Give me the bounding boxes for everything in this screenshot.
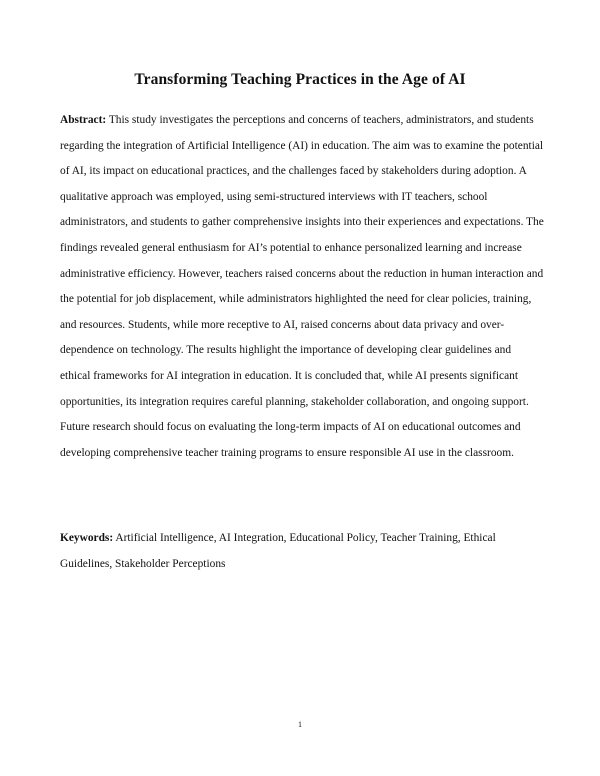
abstract-label: Abstract: — [60, 114, 107, 126]
paper-title: Transforming Teaching Practices in the Age of AI — [134, 71, 466, 88]
page-number: 1 — [298, 720, 302, 729]
abstract-text: This study investigates the perceptions and concerns of teachers, administrators, and students regarding the integration of Artificial Intelligence (AI) in education. The aim was to examine the potential of AI, its impact on educational practices, and the challenges faced by stakeholders during adoption. A qualitative approach was employed, using semi-structured interviews with IT teachers, school administrators, and students to gather comprehensive insights into their experiences and expectations. The findings revealed general enthusiasm for AI’s potential to enhance personalized learning and increase administrative efficiency. However, teachers raised concerns about the reduction in human interaction and the potential for job displacement, while administrators highlighted the need for clear policies, training, and resources. Students, while more receptive to AI, raised concerns about data privacy and over-dependence on technology. The results highlight the importance of developing clear guidelines and ethical frameworks for AI integration in education. It is concluded that, while AI presents significant opportunities, its integration requires careful planning, stakeholder collaboration, and ongoing support. Future research should focus on evaluating the long-term impacts of AI on educational outcomes and developing comprehensive teacher training programs to ensure responsible AI use in the classroom. — [60, 114, 544, 459]
keywords-label: Keywords: — [60, 532, 114, 544]
keywords-text: Artificial Intelligence, AI Integration, Educational Policy, Teacher Training, Ethical Guidelines, Stakeholder Perceptions — [60, 532, 496, 570]
keywords-paragraph — [60, 526, 544, 577]
abstract-paragraph — [60, 108, 544, 466]
